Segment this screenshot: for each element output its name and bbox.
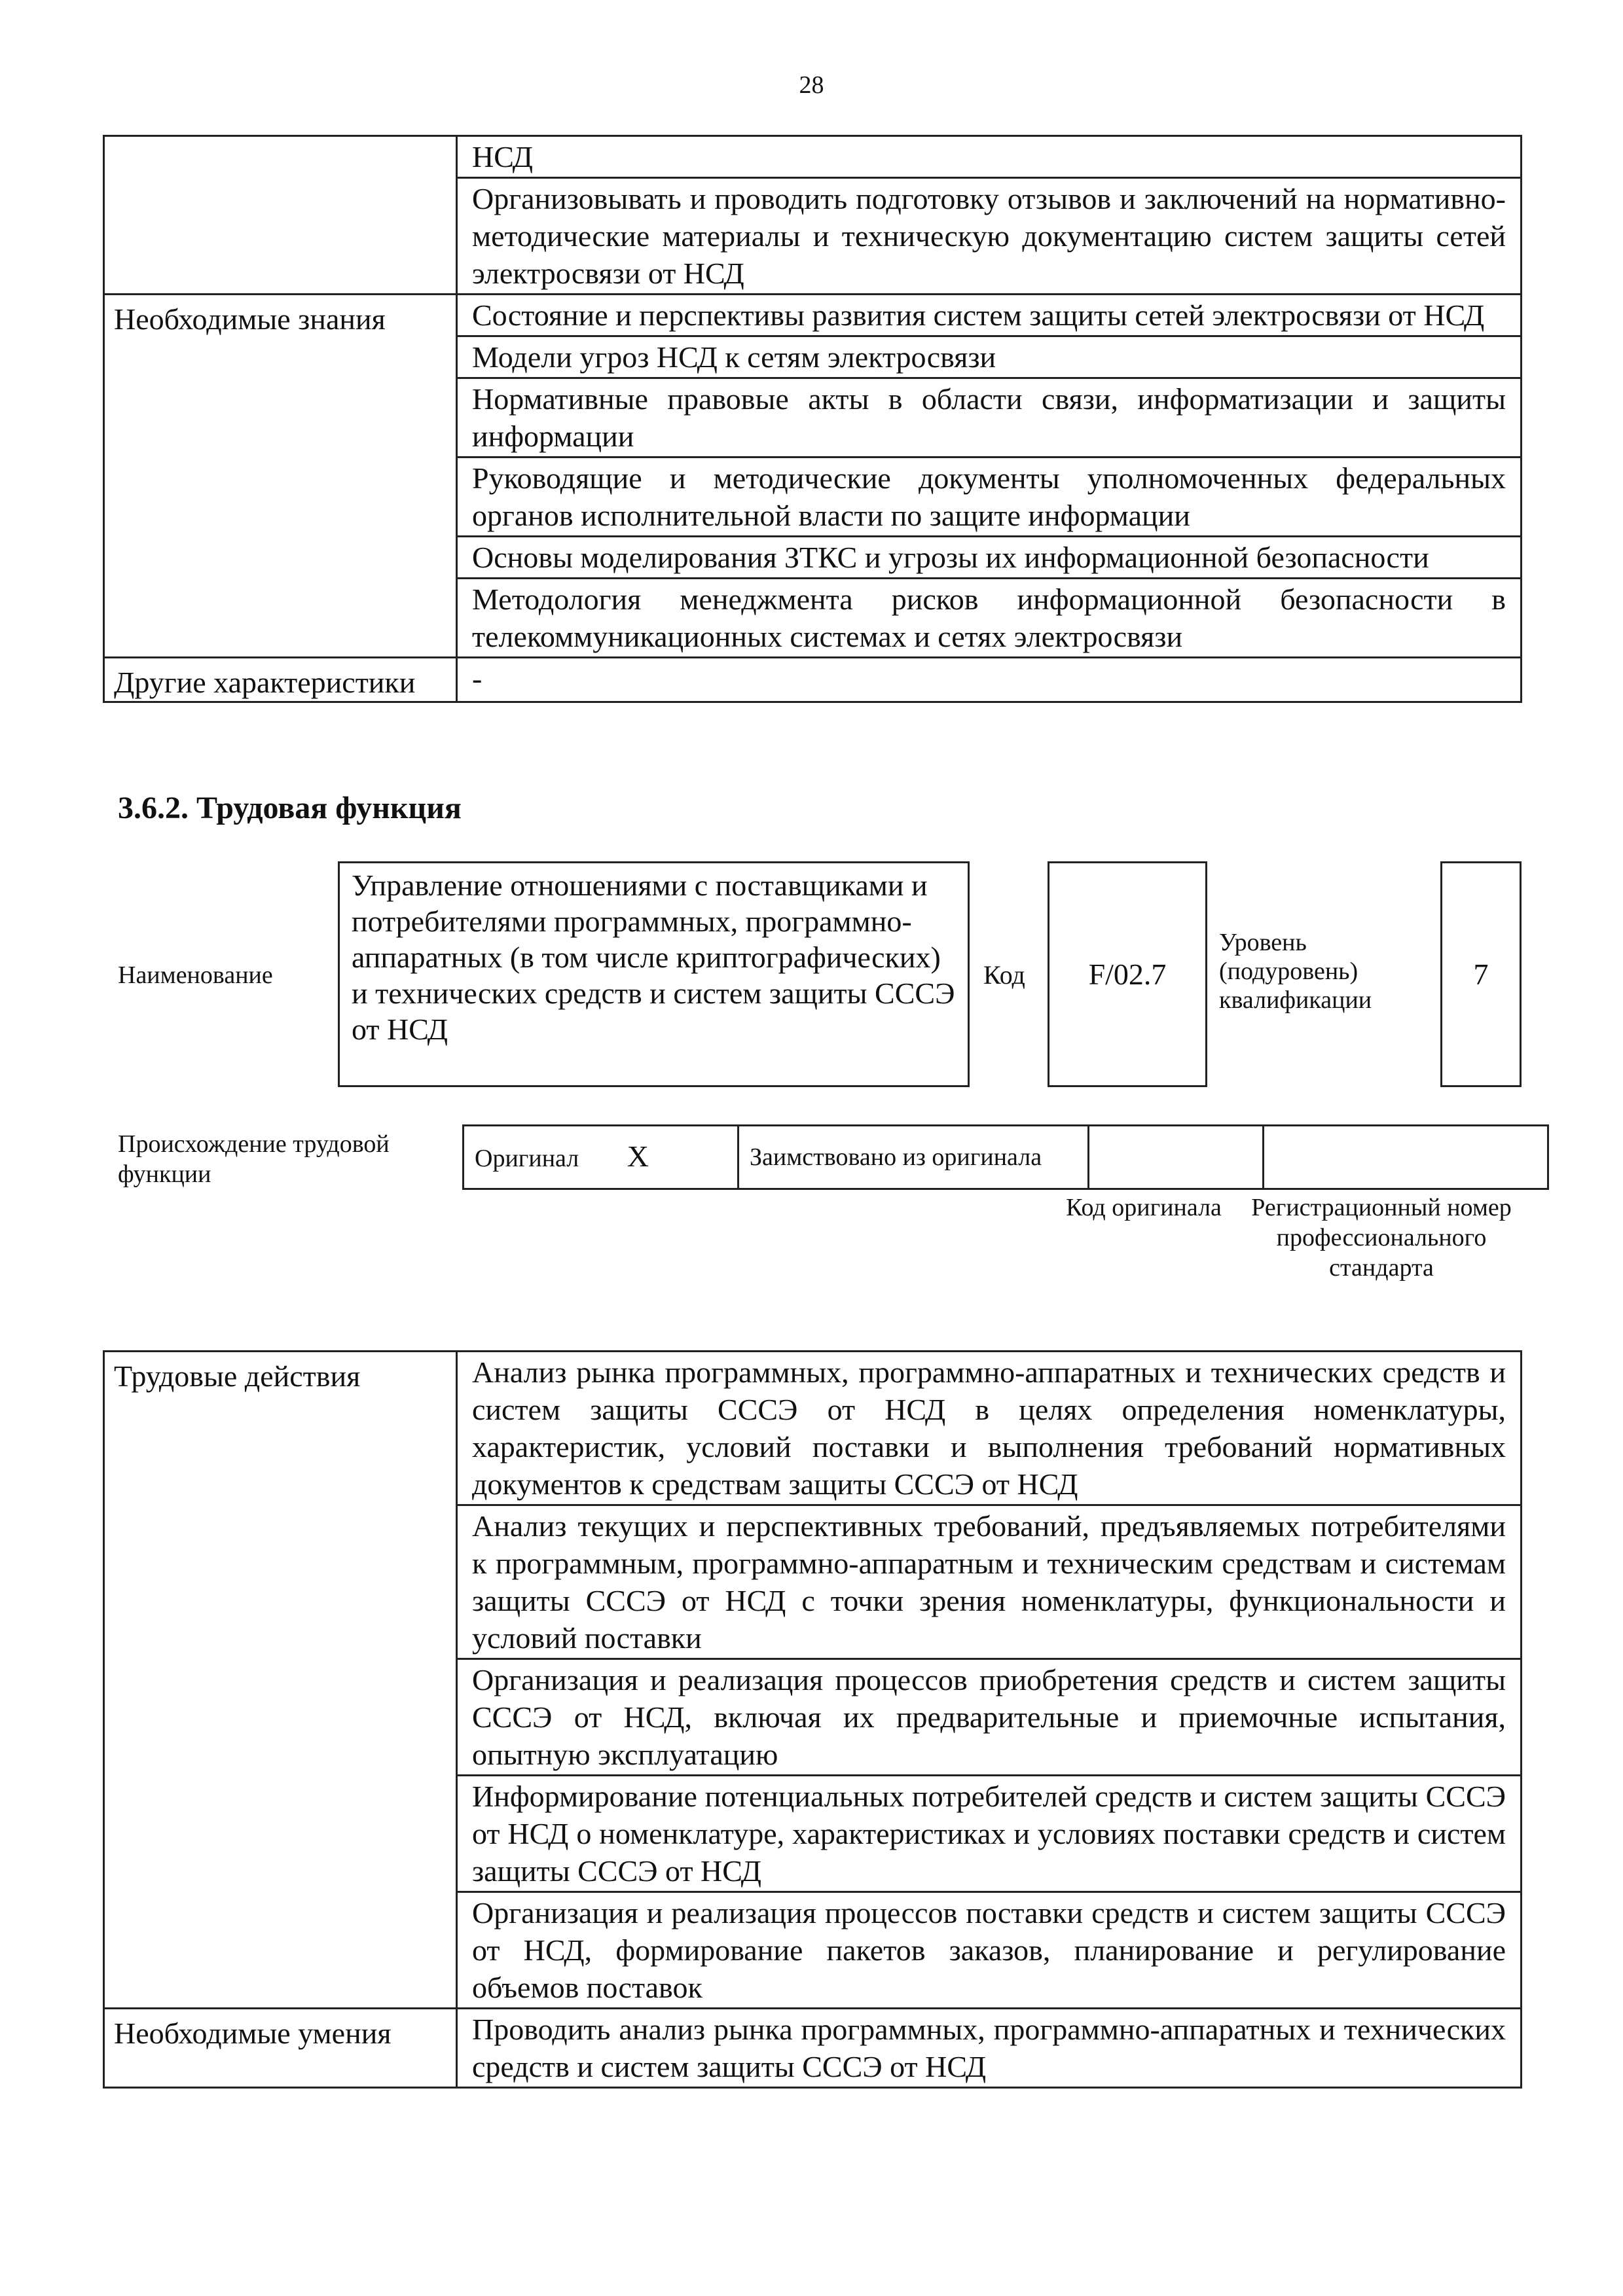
row-item: Информирование потенциальных потребителей средств и систем защиты СССЭ от НСД о номенклатуре, характеристиках и условиях поставки средств и систем защиты СССЭ от НСД (457, 1776, 1522, 1892)
row-label: Необходимые умения (104, 2009, 457, 2088)
row-label: Необходимые знания (104, 295, 457, 658)
original-code-cell (1089, 1126, 1264, 1189)
row-item: Анализ рынка программных, программно-аппаратных и технических средств и систем защиты СССЭ от НСД в целях определения номенклатуры, характеристик, условий поставки и выполнения требований нормативных документов к средствам защиты СССЭ от НСД (457, 1352, 1522, 1505)
code-value-text: F/02.7 (1088, 958, 1167, 991)
row-item: Проводить анализ рынка программных, программно-аппаратных и технических средств и систем защиты СССЭ от НСД (457, 2009, 1522, 2088)
row-item: Модели угроз НСД к сетям электросвязи (457, 336, 1522, 378)
row-item: Методология менеджмента рисков информационной безопасности в телекоммуникационных системах и сетях электросвязи (457, 579, 1522, 658)
origin-table (462, 1124, 1549, 1190)
reg-number-cell (1264, 1126, 1548, 1189)
row-label: Трудовые действия (104, 1352, 457, 2009)
row-item: Состояние и перспективы развития систем защиты сетей электросвязи от НСД (457, 295, 1522, 336)
table-row (104, 1352, 1522, 1505)
row-item: Основы моделирования ЗТКС и угрозы их информационной безопасности (457, 537, 1522, 579)
code-label: Код (983, 960, 1025, 990)
borrowed-label: Заимствовано из оригинала (739, 1126, 1089, 1189)
original-label: Оригинал (475, 1144, 579, 1172)
table-row (104, 2009, 1522, 2088)
name-label: Наименование (118, 961, 273, 989)
row-item: Организация и реализация процессов приобретения средств и систем защиты СССЭ от НСД, включая их предварительные и приемочные испытания, опытную эксплуатацию (457, 1659, 1522, 1776)
level-value-text: 7 (1473, 958, 1489, 991)
row-item: НСД (457, 136, 1522, 178)
level-value (1440, 861, 1522, 1087)
row-item: Нормативные правовые акты в области связи, информатизации и защиты информации (457, 378, 1522, 457)
actions-table (103, 1350, 1522, 2089)
original-mark: X (627, 1139, 649, 1173)
original-code-caption: Код оригинала (1066, 1194, 1222, 1221)
row-label: Другие характеристики (104, 658, 457, 702)
page-number: 28 (799, 71, 824, 99)
row-label (104, 136, 457, 295)
original-cell (464, 1126, 739, 1189)
origin-label: Происхождение трудовой функции (118, 1130, 390, 1188)
reg-number-caption: Регистрационный номер профессионального стандарта (1251, 1194, 1512, 1282)
table-row (104, 136, 1522, 178)
row-item: Руководящие и методические документы уполномоченных федеральных органов исполнительной власти по защите информации (457, 457, 1522, 537)
section-heading: 3.6.2. Трудовая функция (118, 791, 462, 825)
row-item: Организовывать и проводить подготовку отзывов и заключений на нормативно-методические материалы и техническую документацию систем защиты сетей электросвязи от НСД (457, 178, 1522, 295)
knowledge-table (103, 135, 1522, 703)
name-value: Управление отношениями с поставщиками и потребителями программных, программно-аппаратных (в том числе криптографических) и технических средств и систем защиты СССЭ от НСД (338, 861, 970, 1087)
code-value (1048, 861, 1207, 1087)
table-row (104, 295, 1522, 336)
table-row (104, 658, 1522, 702)
row-item: Анализ текущих и перспективных требований, предъявляемых потребителями к программным, программно-аппаратным и техническим средствам и системам защиты СССЭ от НСД с точки зрения номенклатуры, функциональности и условий поставки (457, 1505, 1522, 1659)
row-item: - (457, 658, 1522, 702)
level-label: Уровень (подуровень) квалификации (1219, 929, 1372, 1014)
row-item: Организация и реализация процессов поставки средств и систем защиты СССЭ от НСД, формирование пакетов заказов, планирование и регулирование объемов поставок (457, 1892, 1522, 2009)
